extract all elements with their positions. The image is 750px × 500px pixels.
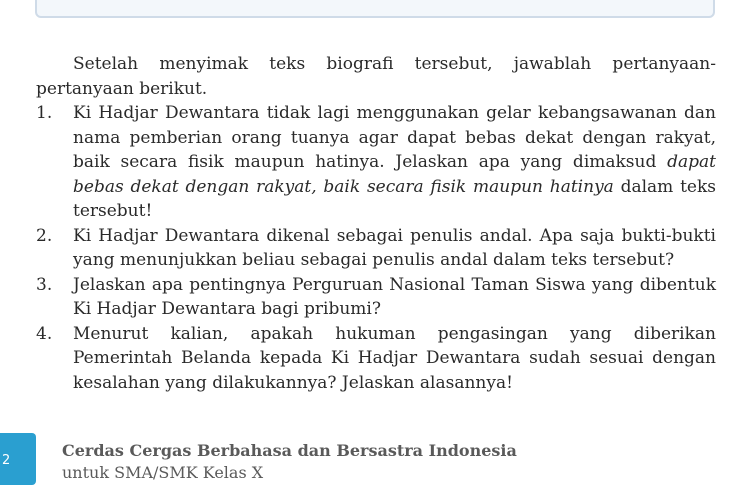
question-text: Jelaskan apa pentingnya Perguruan Nasional Taman Siswa yang dibentuk Ki Hadjar Dewantara bagi pribumi? xyxy=(73,274,716,319)
question-number: 1. xyxy=(36,103,53,123)
book-footer xyxy=(62,440,517,484)
book-subtitle: untuk SMA/SMK Kelas X xyxy=(62,463,264,482)
biography-text-box xyxy=(35,0,715,18)
question-text-italic: dapat bebas dekat dengan rakyat, baik secara fisik maupun hatinya xyxy=(73,152,716,197)
question-item-1 xyxy=(36,101,716,224)
page-number: 2 xyxy=(2,453,11,468)
question-text xyxy=(73,103,716,221)
question-number: 3. xyxy=(36,274,53,295)
question-text-part: Ki Hadjar Dewantara tidak lagi menggunakan gelar kebangsawanan dan nama pemberian orang tuanya agar dapat bebas dekat dengan rakyat, baik secara fisik maupun hatinya. Jelaskan apa yang dimaksud xyxy=(73,103,716,172)
instruction-text: Setelah menyimak teks biografi tersebut, jawablah pertanyaan-pertanyaan berikut. xyxy=(36,54,716,99)
question-list xyxy=(36,101,716,395)
question-text: Menurut kalian, apakah hukuman pengasingan yang diberikan Pemerintah Belanda kepada Ki Hadjar Dewantara sudah sesuai dengan kesalahan yang dilakukannya? Jelaskan alasannya! xyxy=(73,323,716,393)
question-item-2 xyxy=(36,224,716,273)
question-section xyxy=(36,52,716,395)
book-title: Cerdas Cergas Berbahasa dan Bersastra Indonesia xyxy=(62,441,517,460)
question-text-part: dalam teks tersebut! xyxy=(73,176,716,221)
question-number: 4. xyxy=(36,323,53,344)
question-item-4 xyxy=(36,322,716,396)
question-item-3 xyxy=(36,273,716,322)
page-number-tab xyxy=(0,433,36,485)
question-number: 2. xyxy=(36,225,53,246)
question-text: Ki Hadjar Dewantara dikenal sebagai penulis andal. Apa saja bukti-bukti yang menunjukkan beliau sebagai penulis andal dalam teks tersebut? xyxy=(73,225,716,270)
